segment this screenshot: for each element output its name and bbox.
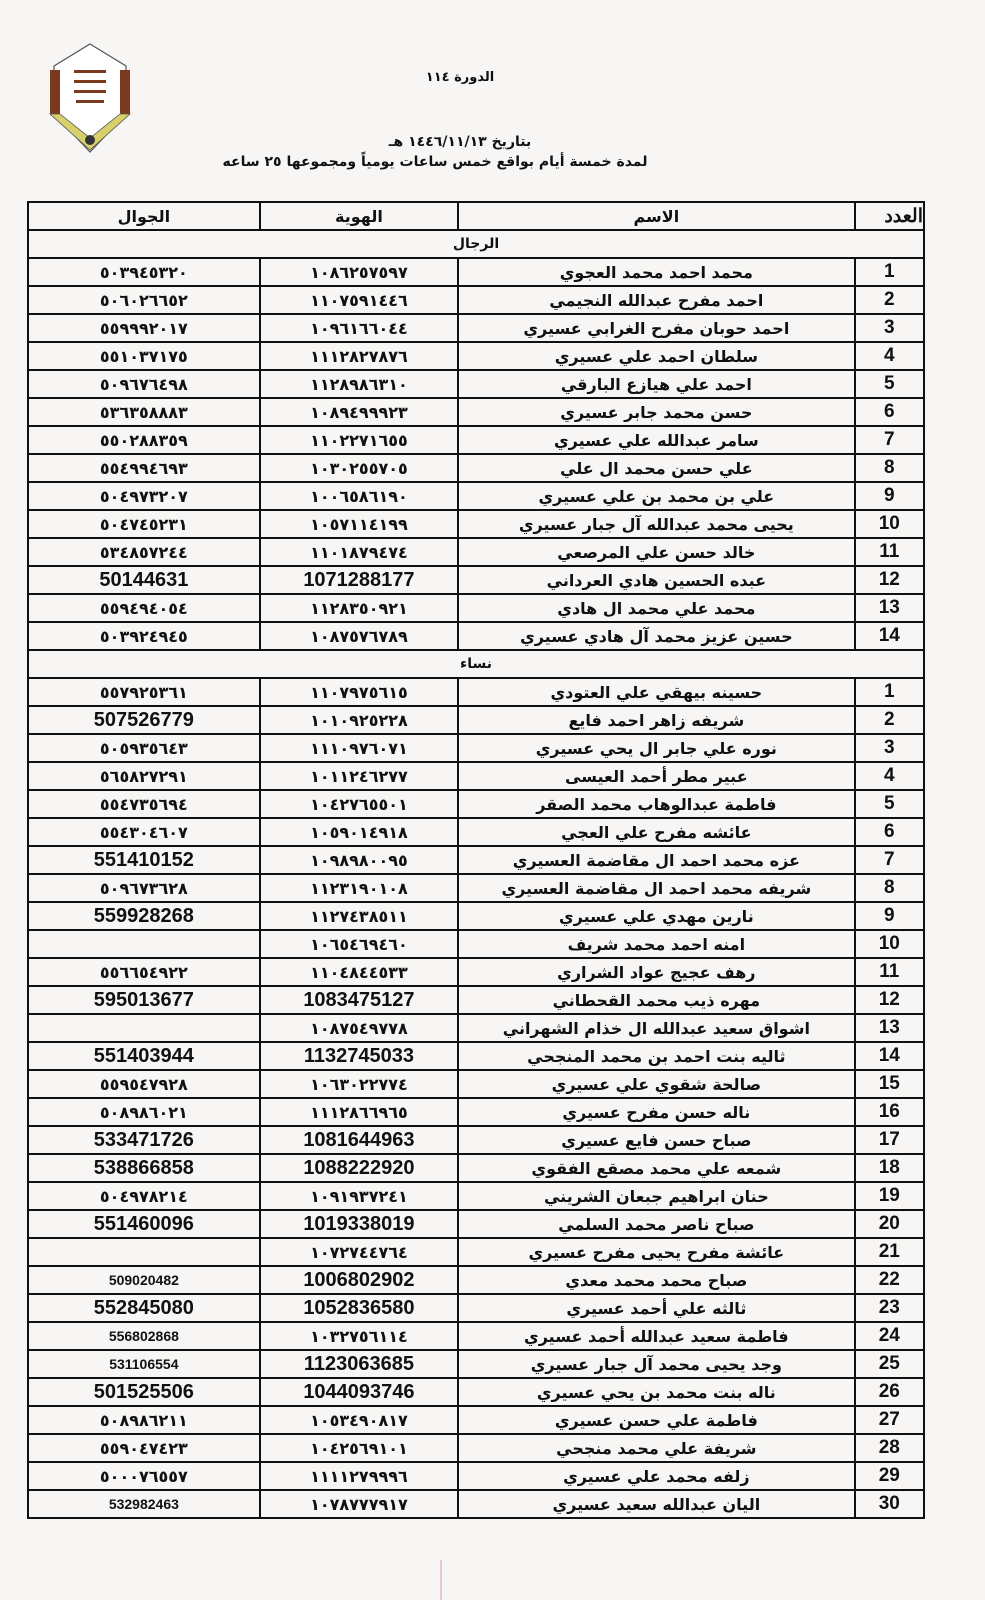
id-cell: ١٠٣٠٢٥٥٧٠٥ — [260, 454, 458, 482]
row-number-cell: 15 — [855, 1070, 924, 1098]
mobile-cell — [28, 1014, 260, 1042]
table-body — [28, 230, 924, 1518]
mobile-cell: 552845080 — [28, 1294, 260, 1322]
table-row — [28, 930, 924, 958]
id-cell: ١١٢٣١٩٠١٠٨ — [260, 874, 458, 902]
id-cell: ١٠١٠٩٢٥٢٢٨ — [260, 706, 458, 734]
id-cell: ١١٠٧٩٧٥٦١٥ — [260, 678, 458, 706]
table-row — [28, 1434, 924, 1462]
name-cell: محمد احمد محمد العجوي — [458, 258, 854, 286]
id-cell: ١١٠٤٨٤٤٥٣٣ — [260, 958, 458, 986]
id-cell: ١٠٥٧١١٤١٩٩ — [260, 510, 458, 538]
mobile-cell: 538866858 — [28, 1154, 260, 1182]
name-cell: حسينه بيهقي علي العتودي — [458, 678, 854, 706]
row-number-cell: 14 — [855, 622, 924, 650]
row-number-cell: 26 — [855, 1378, 924, 1406]
name-cell: ثاليه بنت احمد بن محمد المنجحي — [458, 1042, 854, 1070]
name-cell: ثالثه علي أحمد عسيري — [458, 1294, 854, 1322]
name-cell: حنان ابراهيم جبعان الشريني — [458, 1182, 854, 1210]
mobile-cell: ٥٥٤٧٣٥٦٩٤ — [28, 790, 260, 818]
name-cell: عائشه مفرح علي العجي — [458, 818, 854, 846]
table-row — [28, 482, 924, 510]
name-cell: ناله بنت محمد بن يحي عسيري — [458, 1378, 854, 1406]
row-number-cell: 3 — [855, 314, 924, 342]
table-row — [28, 1406, 924, 1434]
mobile-cell: ٥٠٦٠٢٦٦٥٢ — [28, 286, 260, 314]
name-cell: يحيى محمد عبدالله آل جبار عسيري — [458, 510, 854, 538]
table-row — [28, 734, 924, 762]
row-number-cell: 4 — [855, 762, 924, 790]
mobile-cell: ٥٠٤٩٧٨٢١٤ — [28, 1182, 260, 1210]
name-cell: سلطان احمد علي عسيري — [458, 342, 854, 370]
row-number-cell: 10 — [855, 510, 924, 538]
row-number-cell: 19 — [855, 1182, 924, 1210]
row-number-cell: 13 — [855, 1014, 924, 1042]
mobile-cell — [28, 1238, 260, 1266]
id-cell: ١١٠٧٥٩١٤٤٦ — [260, 286, 458, 314]
id-cell: ١١٢٨٩٨٦٣١٠ — [260, 370, 458, 398]
row-number-cell: 30 — [855, 1490, 924, 1518]
row-number-cell: 9 — [855, 902, 924, 930]
id-cell: 1088222920 — [260, 1154, 458, 1182]
id-cell: ١٠٩٦١٦٦٠٤٤ — [260, 314, 458, 342]
name-cell: نارين مهدي علي عسيري — [458, 902, 854, 930]
name-cell: فاطمة سعيد عبدالله أحمد عسيري — [458, 1322, 854, 1350]
name-cell: شريفه زاهر احمد فايع — [458, 706, 854, 734]
stamp-mark — [440, 1560, 502, 1600]
section-title: نساء — [28, 650, 924, 678]
table-row — [28, 314, 924, 342]
mobile-cell: ٥٥٤٣٠٤٦٠٧ — [28, 818, 260, 846]
name-cell: شريفه محمد احمد ال مقاضمة العسيري — [458, 874, 854, 902]
mobile-cell: ٥٠٥٩٣٥٦٤٣ — [28, 734, 260, 762]
mobile-cell: 501525506 — [28, 1378, 260, 1406]
id-cell: 1081644963 — [260, 1126, 458, 1154]
name-cell: نوره علي جابر ال يحي عسيري — [458, 734, 854, 762]
course-duration: لمدة خمسة أيام بواقع خمس ساعات يومياً ومجموعها ٢٥ ساعه — [222, 154, 648, 170]
row-number-cell: 2 — [855, 706, 924, 734]
id-cell: 1071288177 — [260, 566, 458, 594]
id-cell: ١٠٧٨٧٧٧٩١٧ — [260, 1490, 458, 1518]
row-number-cell: 8 — [855, 874, 924, 902]
name-cell: مهره ذيب محمد القحطاني — [458, 986, 854, 1014]
table-row — [28, 902, 924, 930]
row-number-cell: 5 — [855, 790, 924, 818]
table-row — [28, 790, 924, 818]
row-number-cell: 22 — [855, 1266, 924, 1294]
id-cell: ١٠٣٢٧٥٦١١٤ — [260, 1322, 458, 1350]
table-row — [28, 1154, 924, 1182]
id-cell: 1044093746 — [260, 1378, 458, 1406]
name-cell: صالحة شقوي علي عسيري — [458, 1070, 854, 1098]
table-row — [28, 258, 924, 286]
mobile-cell: ٥٠٨٩٨٦٠٢١ — [28, 1098, 260, 1126]
table-row — [28, 342, 924, 370]
id-cell: ١١٠١٨٧٩٤٧٤ — [260, 538, 458, 566]
table-row — [28, 1238, 924, 1266]
row-number-cell: 20 — [855, 1210, 924, 1238]
table-row — [28, 1042, 924, 1070]
id-cell: 1019338019 — [260, 1210, 458, 1238]
mobile-cell: 533471726 — [28, 1126, 260, 1154]
mobile-cell: 50144631 — [28, 566, 260, 594]
name-cell: صباح محمد محمد معدي — [458, 1266, 854, 1294]
table-row — [28, 1014, 924, 1042]
id-cell: ١١٢٨٣٥٠٩٢١ — [260, 594, 458, 622]
mobile-cell: 507526779 — [28, 706, 260, 734]
row-number-cell: 11 — [855, 958, 924, 986]
table-row — [28, 706, 924, 734]
name-cell: فاطمة علي حسن عسيري — [458, 1406, 854, 1434]
mobile-cell: ٥٥٩٠٤٧٤٢٣ — [28, 1434, 260, 1462]
section-header-row — [28, 650, 924, 678]
name-cell: وجد يحيى محمد آل جبار عسيري — [458, 1350, 854, 1378]
id-cell: ١١١٢٨٢٧٨٧٦ — [260, 342, 458, 370]
name-cell: احمد حوبان مفرح الغرابي عسيري — [458, 314, 854, 342]
mobile-cell: 531106554 — [28, 1350, 260, 1378]
row-number-cell: 21 — [855, 1238, 924, 1266]
row-number-cell: 16 — [855, 1098, 924, 1126]
row-number-cell: 13 — [855, 594, 924, 622]
id-cell: ١٠٨٧٥٧٦٧٨٩ — [260, 622, 458, 650]
table-row — [28, 1070, 924, 1098]
table-row — [28, 510, 924, 538]
row-number-cell: 6 — [855, 398, 924, 426]
table-row — [28, 1294, 924, 1322]
logo-emblem-icon — [44, 42, 136, 154]
course-date: بتاريخ ١٤٤٦/١١/١٣ هـ — [388, 134, 532, 150]
mobile-cell: ٥٥٩٥٤٧٩٢٨ — [28, 1070, 260, 1098]
table-row — [28, 1490, 924, 1518]
row-number-cell: 14 — [855, 1042, 924, 1070]
id-cell: 1006802902 — [260, 1266, 458, 1294]
row-number-cell: 7 — [855, 426, 924, 454]
id-cell: ١١١٢٨٦٦٩٦٥ — [260, 1098, 458, 1126]
mobile-cell: ٥٠٣٩٤٥٣٢٠ — [28, 258, 260, 286]
organization-logo — [44, 42, 136, 154]
name-cell: علي بن محمد بن علي عسيري — [458, 482, 854, 510]
mobile-cell: ٥٠٩٦٧٦٤٩٨ — [28, 370, 260, 398]
row-number-cell: 10 — [855, 930, 924, 958]
name-cell: علي حسن محمد ال علي — [458, 454, 854, 482]
id-cell: ١٠٨٩٤٩٩٩٢٣ — [260, 398, 458, 426]
mobile-cell: ٥٠٣٩٢٤٩٤٥ — [28, 622, 260, 650]
name-cell: ناله حسن مفرح عسيري — [458, 1098, 854, 1126]
table-row — [28, 538, 924, 566]
id-cell: ١١١١٢٧٩٩٩٦ — [260, 1462, 458, 1490]
row-number-cell: 29 — [855, 1462, 924, 1490]
row-number-cell: 23 — [855, 1294, 924, 1322]
name-cell: حسن محمد جابر عسيري — [458, 398, 854, 426]
name-cell: عبده الحسين هادي العرداني — [458, 566, 854, 594]
name-cell: عائشة مفرح يحيى مفرح عسيري — [458, 1238, 854, 1266]
mobile-cell: ٥٠٤٩٧٣٢٠٧ — [28, 482, 260, 510]
id-cell: ١٠٧٢٧٤٤٧٦٤ — [260, 1238, 458, 1266]
name-cell: شريفة علي محمد منجحي — [458, 1434, 854, 1462]
name-cell: محمد علي محمد ال هادي — [458, 594, 854, 622]
row-number-cell: 27 — [855, 1406, 924, 1434]
id-cell: ١٠٤٢٧٦٥٥٠١ — [260, 790, 458, 818]
table-row — [28, 958, 924, 986]
mobile-cell: 559928268 — [28, 902, 260, 930]
section-header-row — [28, 230, 924, 258]
row-number-cell: 11 — [855, 538, 924, 566]
name-cell: امنه احمد محمد شريف — [458, 930, 854, 958]
row-number-cell: 7 — [855, 846, 924, 874]
table-row — [28, 1210, 924, 1238]
id-cell: 1132745033 — [260, 1042, 458, 1070]
table-row — [28, 846, 924, 874]
mobile-cell: ٥٥٧٩٢٥٣٦١ — [28, 678, 260, 706]
id-cell: 1052836580 — [260, 1294, 458, 1322]
mobile-cell: 551403944 — [28, 1042, 260, 1070]
name-cell: زلفه محمد علي عسيري — [458, 1462, 854, 1490]
row-number-cell: 28 — [855, 1434, 924, 1462]
id-cell: ١٠٨٧٥٤٩٧٧٨ — [260, 1014, 458, 1042]
table-row — [28, 818, 924, 846]
table-row — [28, 986, 924, 1014]
participants-table — [27, 201, 925, 1519]
name-cell: خالد حسن علي المرصعي — [458, 538, 854, 566]
id-cell: ١٠٦٥٤٦٩٤٦٠ — [260, 930, 458, 958]
mobile-cell: ٥٥٠٢٨٨٣٥٩ — [28, 426, 260, 454]
table-row — [28, 622, 924, 650]
name-cell: اشواق سعيد عبدالله ال خذام الشهراني — [458, 1014, 854, 1042]
id-cell: ١٠٠٦٥٨٦١٩٠ — [260, 482, 458, 510]
table-row — [28, 594, 924, 622]
id-cell: ١٠٤٢٥٦٩١٠١ — [260, 1434, 458, 1462]
mobile-cell: 532982463 — [28, 1490, 260, 1518]
name-cell: عبير مطر أحمد العيسى — [458, 762, 854, 790]
column-header-name: الاسم — [458, 202, 854, 230]
id-cell: ١٠٩٨٩٨٠٠٩٥ — [260, 846, 458, 874]
id-cell: ١١١٠٩٧٦٠٧١ — [260, 734, 458, 762]
mobile-cell: 509020482 — [28, 1266, 260, 1294]
row-number-cell: 12 — [855, 986, 924, 1014]
mobile-cell: 551410152 — [28, 846, 260, 874]
column-header-number: العدد — [855, 202, 924, 230]
table-row — [28, 678, 924, 706]
table-row — [28, 398, 924, 426]
mobile-cell: 556802868 — [28, 1322, 260, 1350]
table-row — [28, 874, 924, 902]
row-number-cell: 9 — [855, 482, 924, 510]
id-cell: ١٠٩١٩٣٧٢٤١ — [260, 1182, 458, 1210]
table-row — [28, 1378, 924, 1406]
name-cell: رهف عجيج عواد الشراري — [458, 958, 854, 986]
name-cell: فاطمة عبدالوهاب محمد الصقر — [458, 790, 854, 818]
id-cell: 1083475127 — [260, 986, 458, 1014]
id-cell: ١٠١١٢٤٦٢٧٧ — [260, 762, 458, 790]
name-cell: شمعه علي محمد مصقع الفقوي — [458, 1154, 854, 1182]
id-cell: ١١٢٧٤٣٨٥١١ — [260, 902, 458, 930]
row-number-cell: 18 — [855, 1154, 924, 1182]
name-cell: سامر عبدالله علي عسيري — [458, 426, 854, 454]
table-row — [28, 454, 924, 482]
mobile-cell: ٥٣٤٨٥٧٢٤٤ — [28, 538, 260, 566]
row-number-cell: 1 — [855, 258, 924, 286]
name-cell: عزه محمد احمد ال مقاضمة العسيري — [458, 846, 854, 874]
table-row — [28, 426, 924, 454]
mobile-cell: ٥٠٩٦٧٣٦٢٨ — [28, 874, 260, 902]
name-cell: احمد علي هيازع البارقي — [458, 370, 854, 398]
row-number-cell: 6 — [855, 818, 924, 846]
name-cell: صباح ناصر محمد السلمي — [458, 1210, 854, 1238]
table-row — [28, 1098, 924, 1126]
column-header-id: الهوية — [260, 202, 458, 230]
row-number-cell: 17 — [855, 1126, 924, 1154]
course-title: الدورة ١١٤ — [425, 70, 495, 85]
table-row — [28, 1182, 924, 1210]
row-number-cell: 1 — [855, 678, 924, 706]
mobile-cell: 595013677 — [28, 986, 260, 1014]
name-cell: احمد مفرح عبدالله النجيمي — [458, 286, 854, 314]
mobile-cell — [28, 930, 260, 958]
column-header-mobile: الجوال — [28, 202, 260, 230]
row-number-cell: 12 — [855, 566, 924, 594]
table-row — [28, 1350, 924, 1378]
table-row — [28, 1266, 924, 1294]
mobile-cell: ٥٥٩٤٩٤٠٥٤ — [28, 594, 260, 622]
row-number-cell: 5 — [855, 370, 924, 398]
id-cell: 1123063685 — [260, 1350, 458, 1378]
id-cell: ١٠٦٣٠٢٢٧٧٤ — [260, 1070, 458, 1098]
mobile-cell: ٥٠٨٩٨٦٢١١ — [28, 1406, 260, 1434]
table-row — [28, 566, 924, 594]
table-row — [28, 286, 924, 314]
mobile-cell: ٥٠٤٧٤٥٢٣١ — [28, 510, 260, 538]
mobile-cell: 551460096 — [28, 1210, 260, 1238]
id-cell: ١٠٨٦٢٥٧٥٩٧ — [260, 258, 458, 286]
name-cell: صباح حسن فايع عسيري — [458, 1126, 854, 1154]
name-cell: حسين عزيز محمد آل هادي عسيري — [458, 622, 854, 650]
mobile-cell: ٥٥٦٦٥٤٩٢٢ — [28, 958, 260, 986]
table-row — [28, 1322, 924, 1350]
mobile-cell: ٥٦٥٨٢٧٢٩١ — [28, 762, 260, 790]
mobile-cell: ٥٥٤٩٩٤٦٩٣ — [28, 454, 260, 482]
mobile-cell: ٥٥٩٩٩٢٠١٧ — [28, 314, 260, 342]
mobile-cell: ٥٠٠٠٧٦٥٥٧ — [28, 1462, 260, 1490]
table-row — [28, 762, 924, 790]
table-row — [28, 1126, 924, 1154]
row-number-cell: 24 — [855, 1322, 924, 1350]
section-title: الرجال — [28, 230, 924, 258]
row-number-cell: 2 — [855, 286, 924, 314]
name-cell: اليان عبدالله سعيد عسيري — [458, 1490, 854, 1518]
id-cell: ١٠٥٩٠١٤٩١٨ — [260, 818, 458, 846]
table-row — [28, 370, 924, 398]
id-cell: ١٠٥٣٤٩٠٨١٧ — [260, 1406, 458, 1434]
row-number-cell: 8 — [855, 454, 924, 482]
row-number-cell: 25 — [855, 1350, 924, 1378]
row-number-cell: 4 — [855, 342, 924, 370]
mobile-cell: ٥٣٦٣٥٨٨٨٣ — [28, 398, 260, 426]
row-number-cell: 3 — [855, 734, 924, 762]
id-cell: ١١٠٢٢٧١٦٥٥ — [260, 426, 458, 454]
table-header-row — [28, 202, 924, 230]
mobile-cell: ٥٥١٠٣٧١٧٥ — [28, 342, 260, 370]
table-row — [28, 1462, 924, 1490]
